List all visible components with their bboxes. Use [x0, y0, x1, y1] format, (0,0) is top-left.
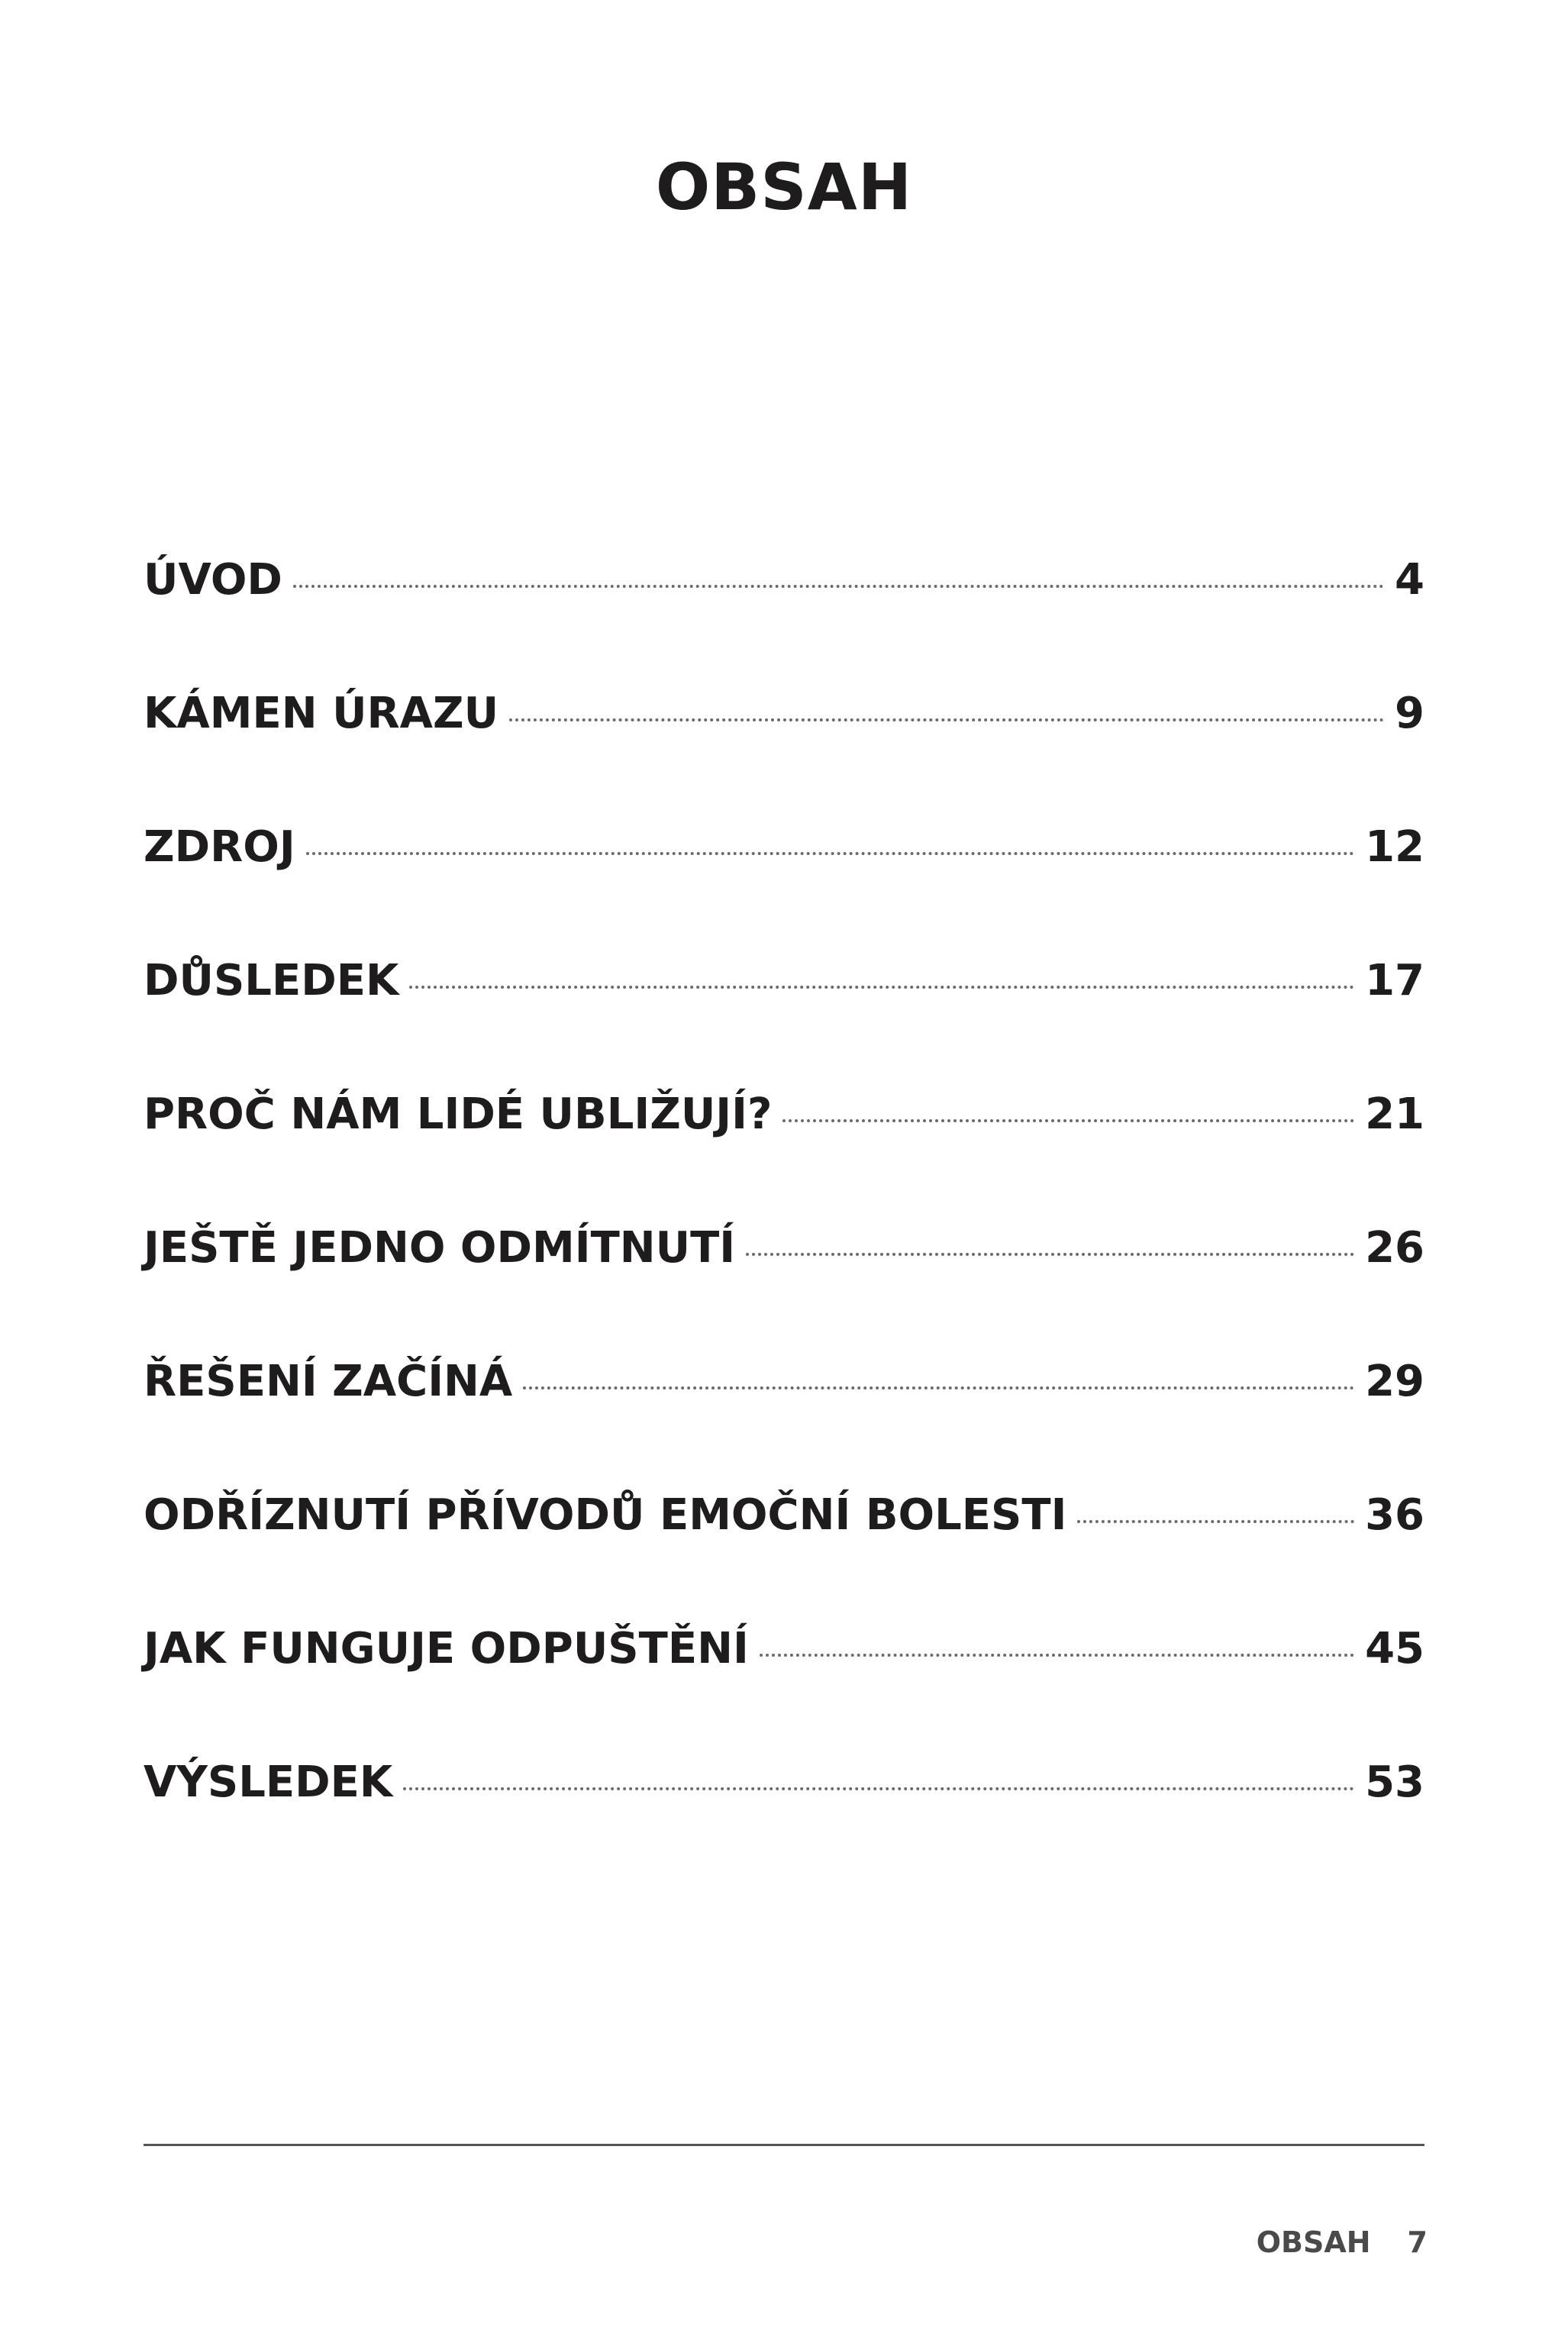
toc-entry-page-number: 21 [1365, 1089, 1424, 1139]
toc-entry-odriznuti-privodu[interactable] [144, 1485, 1424, 1619]
page-title: OBSAH [655, 150, 913, 224]
toc-dot-leader [760, 1654, 1354, 1657]
toc-entry-label: ODŘÍZNUTÍ PŘÍVODŮ EMOČNÍ BOLESTI [144, 1490, 1067, 1540]
toc-entry-page-number: 9 [1395, 689, 1424, 738]
toc-entry-page-number: 4 [1395, 555, 1424, 605]
toc-dot-leader [306, 852, 1354, 855]
toc-entry-label: JEŠTĚ JEDNO ODMÍTNUTÍ [144, 1223, 736, 1273]
toc-dot-leader [1077, 1520, 1354, 1523]
toc-entry-page-number: 36 [1365, 1490, 1424, 1540]
toc-entry-label: ÚVOD [144, 555, 282, 605]
toc-dot-leader [782, 1119, 1354, 1122]
toc-entry-uvod[interactable] [144, 550, 1424, 683]
toc-entry-proc-nam-lide-ublizuji[interactable] [144, 1084, 1424, 1218]
toc-entry-jeste-jedno-odmitnuti[interactable] [144, 1218, 1424, 1351]
toc-dot-leader [403, 1787, 1354, 1790]
toc-entry-label: ŘEŠENÍ ZAČÍNÁ [144, 1357, 513, 1406]
toc-entry-label: DŮSLEDEK [144, 956, 399, 1005]
toc-entry-label: VÝSLEDEK [144, 1757, 393, 1807]
table-of-contents [144, 550, 1424, 1886]
toc-dot-leader [293, 585, 1384, 588]
toc-dot-leader [746, 1253, 1354, 1256]
toc-entry-jak-funguje-odpusteni[interactable] [144, 1619, 1424, 1752]
toc-dot-leader [509, 718, 1384, 721]
toc-entry-label: JAK FUNGUJE ODPUŠTĚNÍ [144, 1624, 749, 1674]
toc-entry-vysledek[interactable] [144, 1752, 1424, 1886]
footer-page-number: 7 [1407, 2225, 1428, 2259]
page-footer [1257, 2223, 1428, 2261]
toc-dot-leader [409, 986, 1354, 989]
toc-entry-page-number: 29 [1365, 1357, 1424, 1406]
toc-entry-zdroj[interactable] [144, 817, 1424, 951]
toc-entry-page-number: 45 [1365, 1624, 1424, 1674]
toc-entry-page-number: 12 [1365, 822, 1424, 872]
toc-entry-label: PROČ NÁM LIDÉ UBLIŽUJÍ? [144, 1089, 773, 1139]
toc-dot-leader [523, 1386, 1354, 1389]
toc-entry-dusledek[interactable] [144, 951, 1424, 1084]
toc-entry-page-number: 17 [1365, 956, 1424, 1005]
toc-entry-label: ZDROJ [144, 822, 295, 872]
toc-entry-reseni-zacina[interactable] [144, 1351, 1424, 1485]
footer-divider [144, 2144, 1424, 2146]
toc-entry-label: KÁMEN ÚRAZU [144, 689, 499, 738]
toc-entry-kamen-urazu[interactable] [144, 683, 1424, 817]
footer-running-title: OBSAH [1256, 2225, 1371, 2259]
toc-entry-page-number: 53 [1365, 1757, 1424, 1807]
toc-entry-page-number: 26 [1365, 1223, 1424, 1273]
